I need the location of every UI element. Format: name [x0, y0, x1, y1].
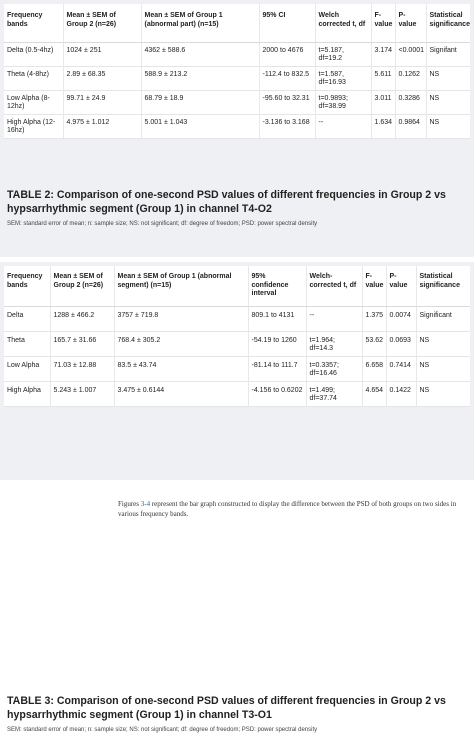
table-cell: -112.4 to 832.5 — [259, 66, 315, 90]
table-cell: 0.3286 — [395, 90, 426, 114]
table-cell: 588.9 ± 213.2 — [141, 66, 259, 90]
table-cell: Theta — [4, 331, 50, 356]
table-cell: 4.654 — [362, 381, 386, 406]
table-cell: 1288 ± 466.2 — [50, 306, 114, 331]
table-cell: 0.9864 — [395, 114, 426, 138]
column-header: Frequency bands — [4, 266, 50, 306]
table-cell: 3.011 — [371, 90, 395, 114]
table-header-row — [4, 266, 470, 306]
table-cell: 1.375 — [362, 306, 386, 331]
column-header: 95% CI — [259, 4, 315, 42]
table-cell: 4362 ± 588.6 — [141, 42, 259, 66]
body-paragraph — [118, 500, 468, 519]
column-header: F-value — [371, 4, 395, 42]
table-cell: 1024 ± 251 — [63, 42, 141, 66]
table-3-caption: TABLE 3: Comparison of one-second PSD values of different frequencies in Group 2 vs hypsarrhythmic segment (Group 1) in channel T3-O1 — [7, 695, 446, 721]
table-cell: Signifant — [426, 42, 470, 66]
table-cell: t=1.587, df=16.93 — [315, 66, 371, 90]
table-cell: t=1.964; df=14.3 — [306, 331, 362, 356]
table-cell: 5.001 ± 1.043 — [141, 114, 259, 138]
column-header: 95% confidence interval — [248, 266, 306, 306]
table-row — [4, 306, 470, 331]
table-2-caption: TABLE 2: Comparison of one-second PSD values of different frequencies in Group 2 vs hypsarrhythmic segment (Group 1) in channel T4-O2 — [7, 189, 446, 215]
table-cell: 3.174 — [371, 42, 395, 66]
table-cell: -- — [315, 114, 371, 138]
figure-reference-link[interactable]: 3-4 — [140, 500, 151, 508]
table-cell: Delta — [4, 306, 50, 331]
column-header: F-value — [362, 266, 386, 306]
table-cell: Low Alpha — [4, 356, 50, 381]
table-cell: 0.0074 — [386, 306, 416, 331]
table-cell: 0.1422 — [386, 381, 416, 406]
column-header: Welch corrected t, df — [315, 4, 371, 42]
table-3-abbreviations: SEM: standard error of mean; n: sample size; NS: not significant; df: degree of freedom; PSD: power spectral density — [7, 727, 318, 733]
table-cell: 71.03 ± 12.88 — [50, 356, 114, 381]
table-row — [4, 90, 470, 114]
table-header-row — [4, 4, 470, 42]
table-row — [4, 66, 470, 90]
table-body — [4, 306, 470, 406]
table-cell: 99.71 ± 24.9 — [63, 90, 141, 114]
table-cell: 3.475 ± 0.6144 — [114, 381, 248, 406]
table-row — [4, 42, 470, 66]
table-cell: NS — [426, 66, 470, 90]
table-cell: Delta (0.5-4hz) — [4, 42, 63, 66]
table-header — [4, 266, 470, 306]
table-cell: t=0.9893; df=38.99 — [315, 90, 371, 114]
column-header: P-value — [395, 4, 426, 42]
psd-table-t4-o2 — [4, 4, 470, 139]
table-cell: -81.14 to 111.7 — [248, 356, 306, 381]
table-cell: 1.634 — [371, 114, 395, 138]
table-cell: 5.243 ± 1.007 — [50, 381, 114, 406]
table-cell: t=1.499; df=37.74 — [306, 381, 362, 406]
table-cell: Low Alpha (8-12hz) — [4, 90, 63, 114]
table-cell: Theta (4-8hz) — [4, 66, 63, 90]
table-cell: 2.89 ± 68.35 — [63, 66, 141, 90]
column-header: Welch-corrected t, df — [306, 266, 362, 306]
psd-table-t3-o1 — [4, 266, 470, 407]
table-cell: 0.1262 — [395, 66, 426, 90]
table-cell: High Alpha (12-16hz) — [4, 114, 63, 138]
table-cell: Significant — [416, 306, 470, 331]
table-row — [4, 331, 470, 356]
table-cell: 53.62 — [362, 331, 386, 356]
column-header: Mean ± SEM of Group 1 (abnormal segment) (n=15) — [114, 266, 248, 306]
table-cell: High Alpha — [4, 381, 50, 406]
table-cell: 0.7414 — [386, 356, 416, 381]
column-header: P-value — [386, 266, 416, 306]
table-cell: -95.60 to 32.31 — [259, 90, 315, 114]
table-cell: NS — [416, 331, 470, 356]
table-cell: 2000 to 4676 — [259, 42, 315, 66]
table-cell: NS — [426, 90, 470, 114]
table-2-abbreviations: SEM: standard error of mean; n: sample size; NS: not significant; df: degree of freedom; PSD: power spectral density — [7, 221, 318, 227]
table-row — [4, 356, 470, 381]
table-cell: 3757 ± 719.8 — [114, 306, 248, 331]
table-header — [4, 4, 470, 42]
paragraph-text-end: represent the bar graph constructed to display the difference between the PSD of both groups on two sides in various frequency bands. — [118, 500, 457, 518]
table-cell: NS — [416, 381, 470, 406]
table-cell: 809.1 to 4131 — [248, 306, 306, 331]
table-cell: 768.4 ± 305.2 — [114, 331, 248, 356]
table-cell: t=0.3357; df=16.46 — [306, 356, 362, 381]
table-2-panel — [0, 0, 474, 257]
column-header: Mean ± SEM of Group 1 (abnormal part) (n=15) — [141, 4, 259, 42]
table-cell: t=5.187, df=19.2 — [315, 42, 371, 66]
column-header: Mean ± SEM of Group 2 (n=26) — [50, 266, 114, 306]
paragraph-text-start: Figures — [118, 500, 141, 508]
table-cell: -4.156 to 0.6202 — [248, 381, 306, 406]
table-cell: 4.975 ± 1.012 — [63, 114, 141, 138]
table-body — [4, 42, 470, 138]
column-header: Frequency bands — [4, 4, 63, 42]
column-header: Statistical significance — [416, 266, 470, 306]
table-cell: NS — [426, 114, 470, 138]
table-cell: -3.136 to 3.168 — [259, 114, 315, 138]
table-cell: <0.0001 — [395, 42, 426, 66]
table-cell: -54.19 to 1260 — [248, 331, 306, 356]
table-cell: 83.5 ± 43.74 — [114, 356, 248, 381]
table-cell: NS — [416, 356, 470, 381]
table-cell: 68.79 ± 18.9 — [141, 90, 259, 114]
table-cell: -- — [306, 306, 362, 331]
table-cell: 0.0693 — [386, 331, 416, 356]
column-header: Mean ± SEM of Group 2 (n=26) — [63, 4, 141, 42]
table-row — [4, 114, 470, 138]
table-cell: 5.611 — [371, 66, 395, 90]
table-cell: 6.658 — [362, 356, 386, 381]
column-header: Statistical significance — [426, 4, 470, 42]
table-cell: 165.7 ± 31.66 — [50, 331, 114, 356]
table-row — [4, 381, 470, 406]
